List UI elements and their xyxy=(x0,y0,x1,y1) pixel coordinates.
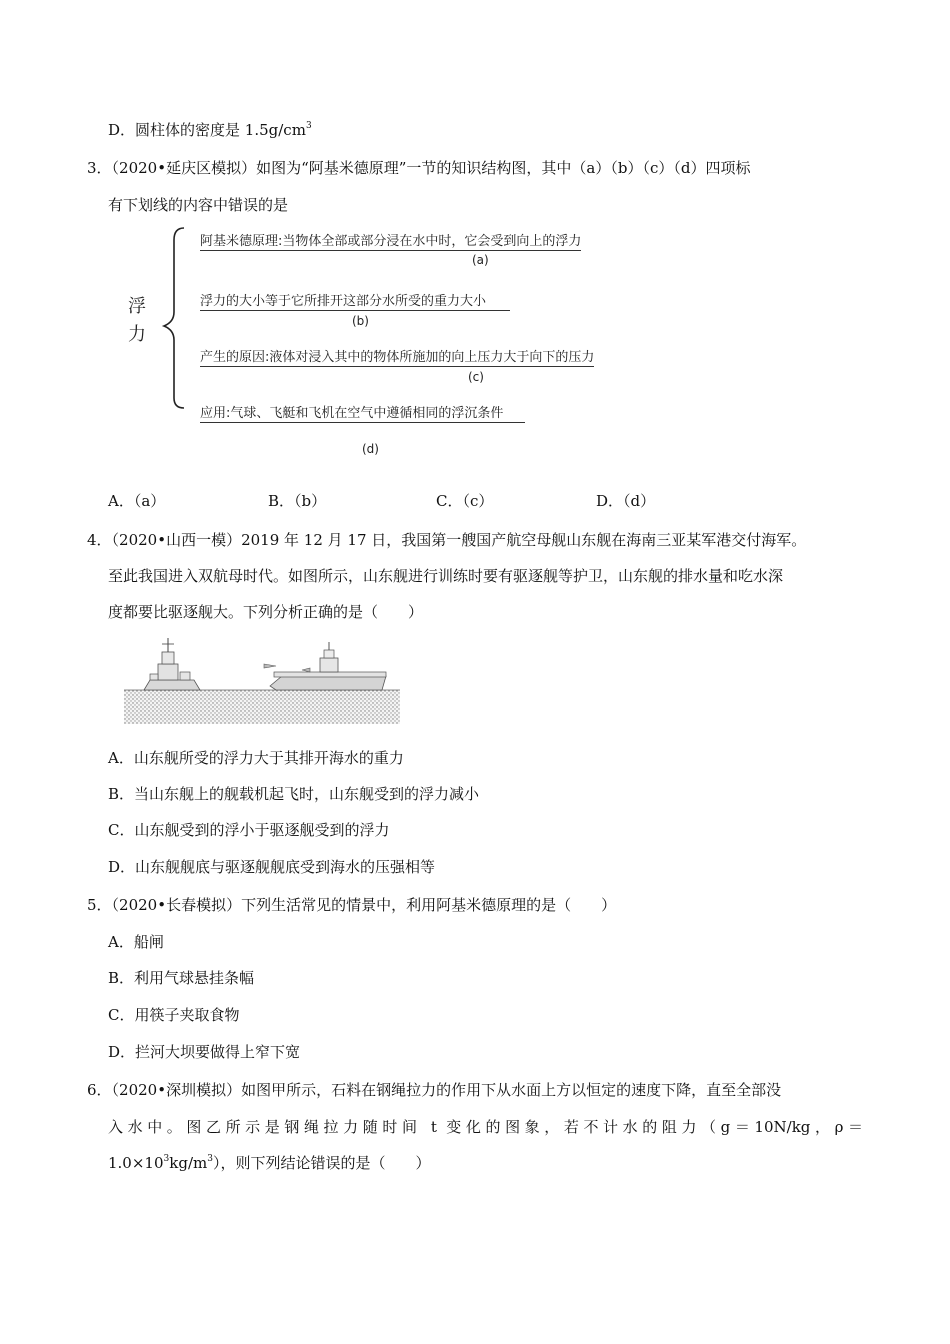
diagram-label-li: 力 xyxy=(128,324,146,345)
q4-ships-figure xyxy=(124,634,400,724)
q4-stem-line2: 至此我国进入双航母时代。如图所示，山东舰进行训练时要有驱逐舰等护卫，山东舰的排水量和吃水深 xyxy=(108,567,784,585)
q3-stem-line1: 3．（2020•延庆区模拟）如图为“阿基米德原理”一节的知识结构图，其中（a）（b）（c）（d）四项标 xyxy=(87,159,751,177)
diagram-row-b: 浮力的大小等于它所排开这部分水所受的重力大小 xyxy=(200,290,510,311)
diagram-tag-d: (d) xyxy=(362,442,379,456)
q4-option-c: C．山东舰受到的浮小于驱逐舰受到的浮力 xyxy=(108,821,390,839)
q2-option-d-sup: 3 xyxy=(305,121,312,131)
q6-line3-part1: 1.0×10 xyxy=(108,1154,164,1172)
diagram-tag-a: (a) xyxy=(472,253,489,267)
q4-stem-line3: 度都要比驱逐舰大。下列分析正确的是（ ） xyxy=(108,603,424,621)
diagram-tag-c: (c) xyxy=(468,370,484,384)
q5-stem: 5．（2020•长春模拟）下列生活常见的情景中，利用阿基米德原理的是（ ） xyxy=(87,896,617,914)
q3-option-a: A．（a） xyxy=(108,492,166,510)
q6-line3-part3: ），则下列结论错误的是（ ） xyxy=(212,1154,431,1172)
q4-option-b: B．当山东舰上的舰载机起飞时，山东舰受到的浮力减小 xyxy=(108,785,480,803)
q3-option-c: C．（c） xyxy=(436,492,494,510)
diagram-tag-b: (b) xyxy=(352,314,369,328)
q5-option-c: C．用筷子夹取食物 xyxy=(108,1006,240,1024)
q5-option-b: B．利用气球悬挂条幅 xyxy=(108,969,255,987)
q6-stem-line1: 6．（2020•深圳模拟）如图甲所示，石料在钢绳拉力的作用下从水面上方以恒定的速度下降，直至全部没 xyxy=(87,1081,782,1099)
q2-option-d-text: D．圆柱体的密度是 1.5g/cm xyxy=(108,121,306,139)
water-area xyxy=(124,690,400,724)
q3-option-d: D．（d） xyxy=(596,492,656,510)
diagram-row-a: 阿基米德原理:当物体全部或部分浸在水中时，它会受到向上的浮力 xyxy=(200,230,581,251)
q4-option-d: D．山东舰舰底与驱逐舰舰底受到海水的压强相等 xyxy=(108,858,436,876)
q4-stem-line1: 4．（2020•山西一模）2019 年 12 月 17 日，我国第一艘国产航空母舰山东舰在海南三亚某军港交付海军。 xyxy=(87,531,807,549)
q5-option-a: A．船闸 xyxy=(108,933,164,951)
diagram-row-d: 应用:气球、飞艇和飞机在空气中遵循相同的浮沉条件 xyxy=(200,402,525,423)
q3-knowledge-diagram xyxy=(120,222,700,472)
q4-option-a: A．山东舰所受的浮力大于其排开海水的重力 xyxy=(108,749,404,767)
ships-illustration xyxy=(124,634,400,724)
diagram-label-fu: 浮 xyxy=(128,296,146,317)
q6-line3-sup2: 3 xyxy=(207,1154,213,1164)
q6-stem-line2: 入水中。图乙所示是钢绳拉力随时间 t 变化的图象，若不计水的阻力（g＝10N/kg，ρ＝ xyxy=(108,1118,863,1136)
aircraft-carrier-icon xyxy=(264,642,386,690)
q3-option-b: B．（b） xyxy=(268,492,327,510)
q6-stem-line3 xyxy=(108,1153,430,1173)
q2-option-d xyxy=(108,120,312,140)
q3-stem-line2: 有下划线的内容中错误的是 xyxy=(108,196,289,214)
q5-option-d: D．拦河大坝要做得上窄下宽 xyxy=(108,1043,301,1061)
destroyer-icon xyxy=(144,638,200,690)
q6-line3-part2: kg/m xyxy=(169,1154,208,1172)
diagram-row-c: 产生的原因:液体对浸入其中的物体所施加的向上压力大于向下的压力 xyxy=(200,346,594,367)
q6-line3-sup1: 3 xyxy=(163,1154,170,1164)
